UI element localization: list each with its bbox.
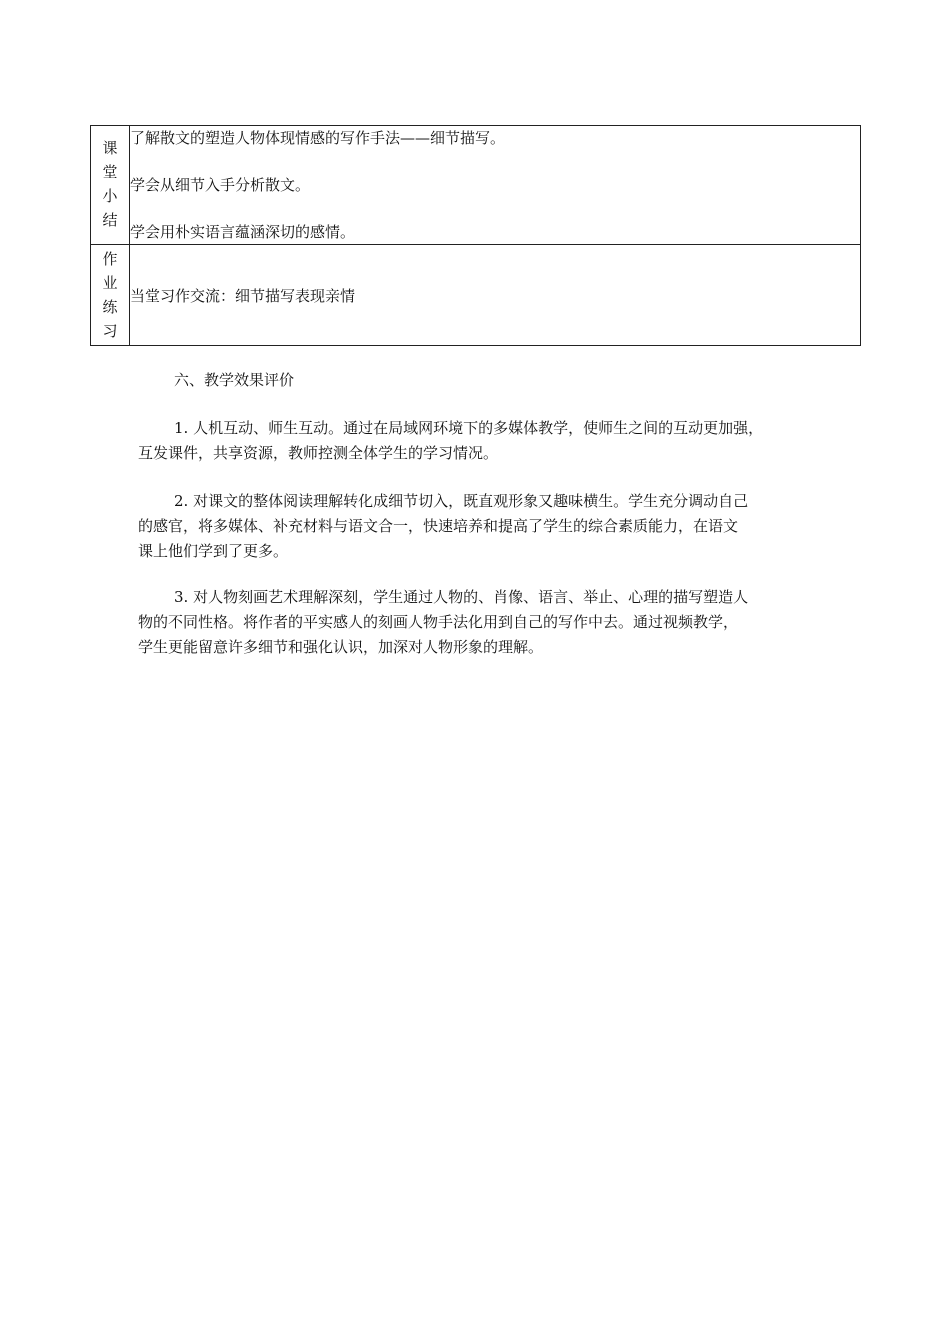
row-content-class-summary (130, 126, 861, 245)
evaluation-paragraph-1 (138, 416, 828, 466)
label-char: 结 (102, 211, 118, 229)
paragraph-line: 学生更能留意许多细节和强化认识，加深对人物形象的理解。 (138, 638, 544, 656)
homework-line: 当堂习作交流：细节描写表现亲情 (130, 286, 356, 305)
label-char: 课 (102, 139, 118, 157)
row-label-class-summary (91, 126, 130, 245)
lesson-summary-table (90, 125, 861, 346)
paragraph-line: 互发课件，共享资源，教师控测全体学生的学习情况。 (138, 444, 499, 462)
paragraph-line: 物的不同性格。将作者的平实感人的刻画人物手法化用到自己的写作中去。通过视频教学， (138, 613, 739, 631)
paragraph-line: 课上他们学到了更多。 (138, 542, 289, 560)
row-content-homework (130, 245, 861, 346)
paragraph-line: 的感官，将多媒体、补充材料与语文合一，快速培养和提高了学生的综合素质能力，在语文 (138, 517, 739, 535)
summary-line: 学会用朴实语言蕴涵深切的感情。 (130, 223, 356, 241)
section-heading: 六、教学效果评价 (174, 371, 295, 389)
evaluation-paragraph-3 (138, 585, 828, 660)
evaluation-paragraph-2 (138, 489, 828, 564)
table-row-class-summary (91, 126, 861, 245)
label-char: 小 (102, 187, 118, 205)
label-char: 业 (102, 274, 118, 292)
label-char: 作 (102, 250, 118, 268)
paragraph-line: 2. 对课文的整体阅读理解转化成细节切入，既直观形象又趣味横生。学生充分调动自己 (174, 492, 749, 510)
label-char: 习 (102, 322, 118, 340)
summary-line: 学会从细节入手分析散文。 (130, 176, 311, 194)
paragraph-line: 1. 人机互动、师生互动。通过在局域网环境下的多媒体教学，使师生之间的互动更加强， (174, 419, 764, 437)
row-label-homework (91, 245, 130, 346)
paragraph-line: 3. 对人物刻画艺术理解深刻，学生通过人物的、肖像、语言、举止、心理的描写塑造人 (174, 588, 749, 606)
label-char: 练 (102, 298, 118, 316)
label-char: 堂 (102, 163, 118, 181)
summary-line: 了解散文的塑造人物体现情感的写作手法——细节描写。 (130, 129, 506, 147)
table-row-homework (91, 245, 861, 346)
